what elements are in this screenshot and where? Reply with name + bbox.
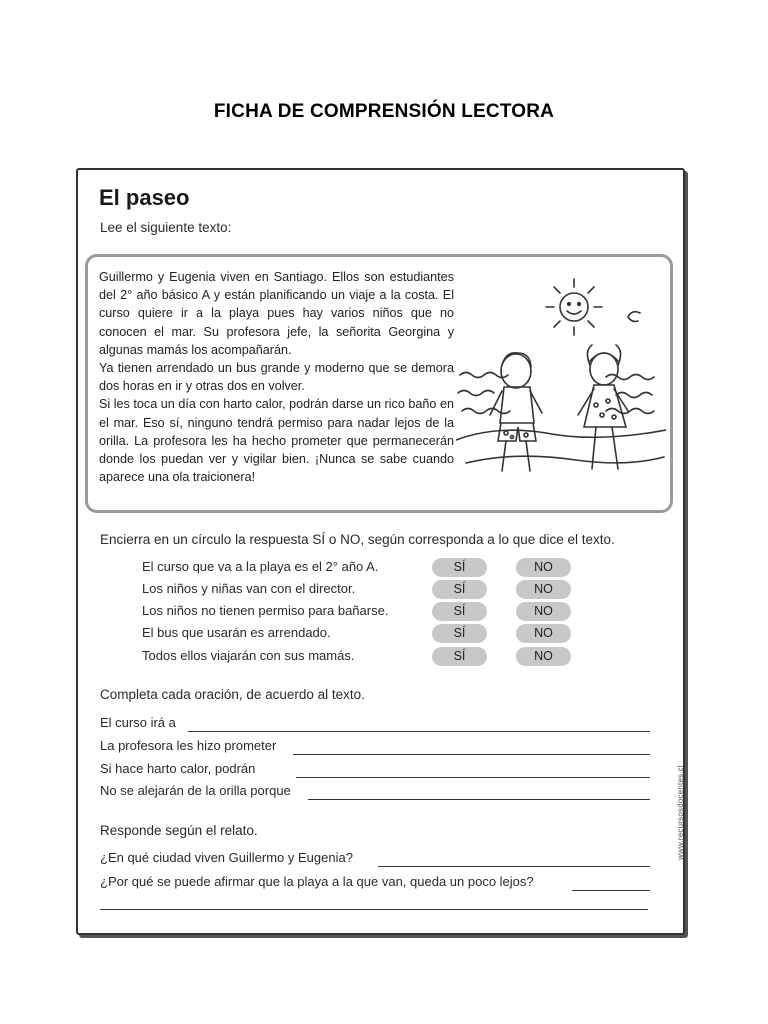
document-title: FICHA DE COMPRENSIÓN LECTORA [213,101,555,122]
boy-figure [490,353,542,471]
seagull-icon [628,312,640,322]
yes-no-instruction: Encierra en un círculo la respuesta SÍ o NO, según corresponda a lo que dice el texto. [100,532,615,547]
statement-text: Todos ellos viajarán con sus mamás. [142,648,355,663]
completion-row [100,738,650,758]
completion-row [100,761,650,781]
complete-instruction: Completa cada oración, de acuerdo al texto. [100,687,365,702]
sun-icon [546,279,602,335]
story-text [99,268,454,486]
story-paragraph: Ya tienen arrendado un bus grande y moderno que se demora dos horas en ir y otras dos en volver. [99,361,454,394]
completion-prompt: La profesora les hizo prometer [100,738,282,753]
si-option[interactable]: SÍ [432,602,487,621]
question-row [100,850,650,870]
answer-line[interactable] [308,799,650,800]
no-option[interactable]: NO [516,602,571,621]
answer-line[interactable] [100,909,648,910]
no-option[interactable]: NO [516,647,571,666]
completion-prompt: No se alejarán de la orilla porque [100,783,297,798]
story-paragraph: Si les toca un día con harto calor, podrán darse un rico baño en el mar. Eso sí, ninguno tendrá permiso para nadar lejos de la orilla. La profesora les ha hecho prometer que permanecerán donde los puedan ver y vigilar bien. ¡Nunca se sabe cuando aparece una ola traicionera! [99,397,454,485]
completion-prompt: El curso irá a [100,715,182,730]
completion-prompt: Si hace harto calor, podrán [100,761,261,776]
worksheet-title: El paseo [99,185,190,210]
answer-line[interactable] [572,890,650,891]
yes-no-row [142,580,612,600]
reading-instruction: Lee el siguiente texto: [100,220,232,235]
completion-row [100,783,650,803]
no-option[interactable]: NO [516,624,571,643]
yes-no-row [142,647,612,667]
girl-figure [578,345,628,469]
statement-text: El bus que usarán es arrendado. [142,625,331,640]
statement-text: Los niños y niñas van con el director. [142,581,356,596]
site-watermark: www.recursosdocentes.cl [676,765,685,860]
statement-text: Los niños no tienen permiso para bañarse. [142,603,389,618]
yes-no-row [142,624,612,644]
statement-text: El curso que va a la playa es el 2° año A. [142,559,379,574]
beach-children-illustration [456,265,666,485]
question-row [100,874,650,894]
si-option[interactable]: SÍ [432,624,487,643]
story-paragraph: Guillermo y Eugenia viven en Santiago. Ellos son estudiantes del 2° año básico A y están planificando un viaje a la costa. El curso quiere ir a la playa pues hay varios niños que no conocen el mar. Su profesora jefe, la señorita Georgina y algunas mamás los acompañarán. [99,270,454,357]
story-box [85,254,673,513]
respond-instruction: Responde según el relato. [100,823,258,838]
worksheet [76,168,685,935]
si-option[interactable]: SÍ [432,647,487,666]
answer-line[interactable] [293,754,650,755]
answer-line[interactable] [296,777,650,778]
question-text: ¿Por qué se puede afirmar que la playa a la que van, queda un poco lejos? [100,874,540,889]
si-option[interactable]: SÍ [432,558,487,577]
yes-no-row [142,602,612,622]
answer-line[interactable] [188,731,650,732]
no-option[interactable]: NO [516,558,571,577]
answer-line[interactable] [378,866,650,867]
question-text: ¿En qué ciudad viven Guillermo y Eugenia? [100,850,359,865]
no-option[interactable]: NO [516,580,571,599]
si-option[interactable]: SÍ [432,580,487,599]
yes-no-row [142,558,612,578]
completion-row [100,715,650,735]
